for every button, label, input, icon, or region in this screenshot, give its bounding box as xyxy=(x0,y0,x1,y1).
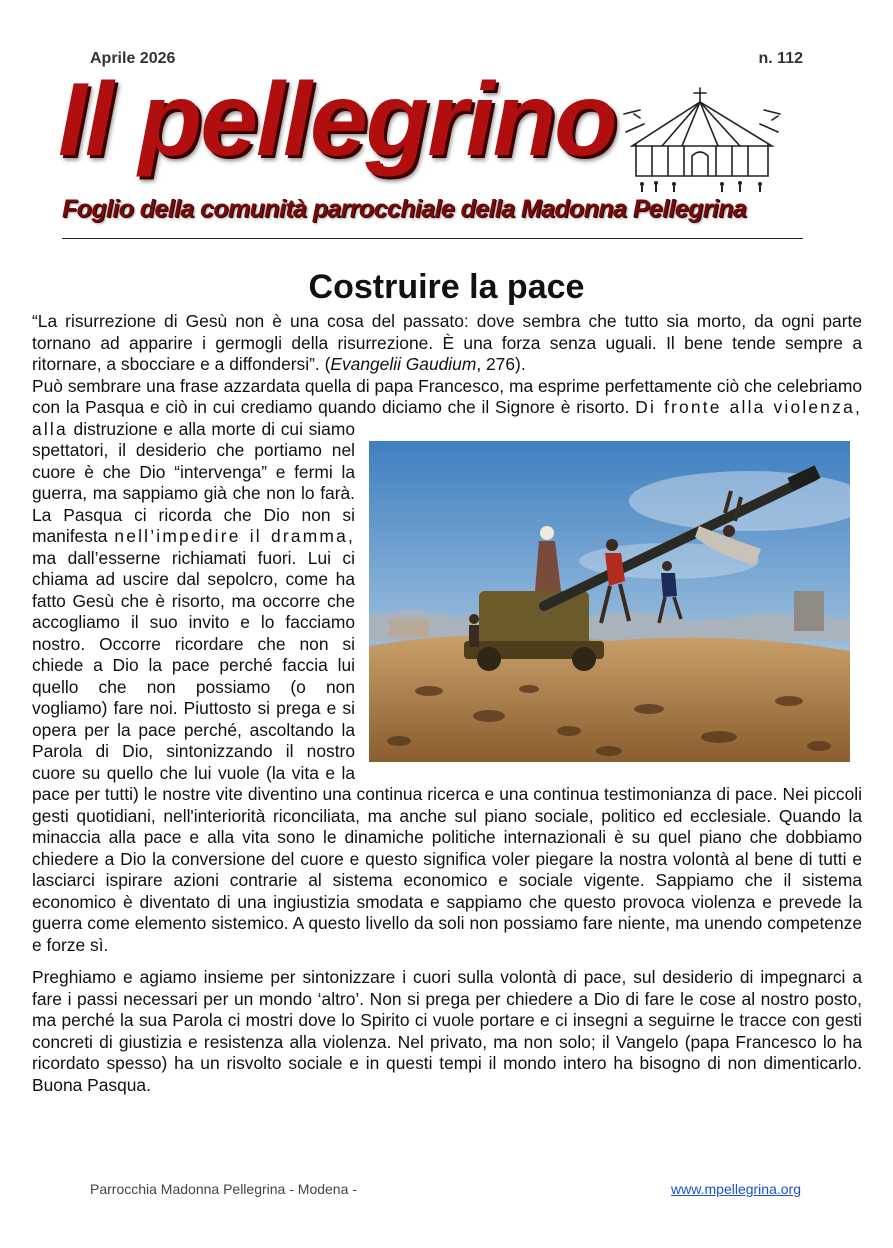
footer-website-link[interactable]: www.mpellegrina.org xyxy=(671,1181,801,1197)
article-body xyxy=(32,311,862,1096)
church-tent-drawing-icon xyxy=(622,84,782,194)
children-on-cannon-photo xyxy=(369,441,850,762)
masthead-title: Il pellegrino xyxy=(58,62,616,178)
issue-number: n. 112 xyxy=(758,50,803,67)
masthead-subtitle: Foglio della comunità parrocchiale della Madonna Pellegrina xyxy=(62,195,747,223)
article-title: Costruire la pace xyxy=(308,268,585,306)
footer-parish: Parrocchia Madonna Pellegrina - Modena - xyxy=(90,1181,357,1197)
issue-date: Aprile 2026 xyxy=(90,50,176,67)
quote-source: Evangelii Gaudium xyxy=(330,354,477,374)
article-paragraph-closing: Preghiamo e agiamo insieme per sintonizzare i cuori sulla volontà di pace, sul desiderio di impegnarci a fare i passi necessari per un mondo ‘altro’. Non si prega per chiedere a Dio di fare le cose al nostro posto, ma perché la sua Parola ci mostri dove lo Spirito ci vuole portare e ci insegni a seguirne le tracce con gesti concreti di giustizia e resistenza alla violenza. Nel privato, ma non solo; il Vangelo (papa Francesco lo ha ricordato spesso) ha un risvolto sociale e in questi tempi il mondo intero ha bisogno di non dimenticarlo. Buona Pasqua. xyxy=(32,967,862,1095)
article-photo xyxy=(369,441,850,762)
article-paragraph-quote: “La risurrezione di Gesù non è una cosa del passato: dove sembra che tutto sia morto, da ogni parte tornano ad apparire i germogli della risurrezione. È una forza senza uguali. Il bene tende sempre a ritornare, a sbocciare e a diffondersi”. (Evangelii Gaudium, 276). xyxy=(32,311,862,374)
header-divider xyxy=(62,238,803,239)
article-paragraph-main: Può sembrare una frase azzardata quella di papa Francesco, ma esprime perfettamente ciò che celebriamo con la Pasqua e ciò in cui crediamo quando diciamo che il Signore è risorto. Di fronte alla violenza, alla distruzione e alla morte di cui siamo spettatori, il desiderio che portiamo nel cuore è che Dio “intervenga” e fermi la guerra, ma sappiamo già che non lo farà. La Pasqua ci ricorda che Dio non si manifesta nell’impedire il dramma, ma dall’esserne richiamati fuori. Lui ci chiama ad uscire dal sepolcro, come ha fatto Gesù che è risorto, ma occorre che accogliamo il suo invito e lo facciamo nostro. Occorre ricordare che non si chiede a Dio la pace perché faccia lui quello che non possiamo (o non vogliamo) fare noi. Piuttosto si prega e si opera per la pace perché, ascoltando la Parola di Dio, sintonizzando il nostro cuore su quello che lui vuole (la vita e la pace per tutti) le nostre vite diventino una continua ricerca e una continua testimonianza di pace. Nei piccoli gesti quotidiani, nell'interiorità riconciliata, ma anche sul piano sociale, politico ed ecclesiale. Quando la minaccia alla pace e alla vita sono le dinamiche politiche internazionali è su quel piano che dobbiamo chiedere a Dio la conversione del cuore e questo significa voler piegare la nostra volontà al bene di tutti e lasciarci ispirare azioni contrarie al sistema economico e sociale vigente. Sappiamo che il sistema economico è diventato di una ingiustizia smodata e sappiamo che questo provoca violenza e prevede la guerra come elemento sistemico. A questo livello da soli non possiamo fare niente, ma unendo competenze e forze sì. xyxy=(32,376,862,957)
